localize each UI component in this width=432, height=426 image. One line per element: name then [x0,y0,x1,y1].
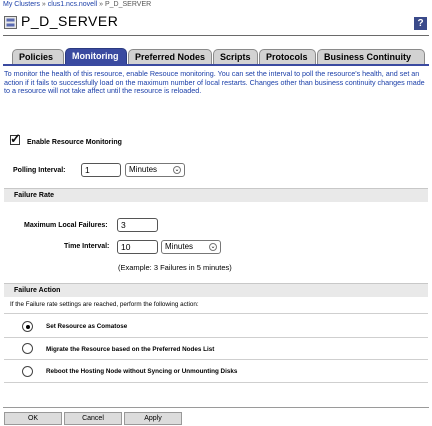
help-icon[interactable]: ? [414,17,427,30]
tab-underline [3,64,429,66]
max-local-failures-input[interactable]: 3 [117,218,158,232]
max-local-failures-label: Maximum Local Failures: [24,222,108,229]
breadcrumb-my-clusters[interactable]: My Clusters [3,1,40,8]
divider [4,313,428,314]
divider [4,337,428,338]
cancel-button[interactable]: Cancel [64,412,122,425]
failure-rate-example: (Example: 3 Failures in 5 minutes) [118,263,232,272]
polling-unit-select[interactable] [125,163,185,177]
time-unit-value: Minutes [165,242,194,251]
breadcrumb-separator: » [99,1,104,8]
enable-monitoring-checkbox[interactable] [10,135,20,145]
chevron-down-icon: ⌄ [210,244,216,250]
ok-button[interactable]: OK [4,412,62,425]
resource-icon [4,16,17,29]
polling-unit-value: Minutes [129,165,158,174]
divider [4,382,428,383]
breadcrumb-current: P_D_SERVER [105,1,152,8]
polling-interval-label: Polling Interval: [13,167,66,174]
divider [3,35,429,36]
radio-set-comatose[interactable] [22,321,33,332]
option-migrate-resource-label: Migrate the Resource based on the Preferred Nodes List [46,346,215,353]
polling-interval-input[interactable]: 1 [81,163,121,177]
breadcrumb-separator: » [41,1,46,8]
radio-migrate-resource[interactable] [22,343,33,354]
divider [3,407,429,408]
chevron-down-icon: ⌄ [174,167,180,173]
option-reboot-node-label: Reboot the Hosting Node without Syncing or Unmounting Disks [46,368,238,375]
monitoring-description: To monitor the health of this resource, enable Resouce monitoring. You can set the interval to poll the resource's health, and set an action if it fails to successfully load on the maximum number of local restarts. Changes other than business continuity changes made to a resource will not take affect until the resource is reloaded. [4,69,425,96]
apply-button[interactable]: Apply [124,412,182,425]
option-set-comatose-label: Set Resource as Comatose [46,323,128,330]
failure-action-header: Failure Action [4,283,428,297]
failure-action-instruction: If the Failure rate settings are reached, perform the following action: [10,301,199,308]
divider [4,359,428,360]
tab-monitoring[interactable]: Monitoring [65,48,127,64]
page-title: P_D_SERVER [21,13,119,29]
failure-rate-header: Failure Rate [4,188,428,202]
time-interval-input[interactable]: 10 [117,240,158,254]
time-interval-label: Time Interval: [64,243,110,250]
tab-policies[interactable]: Policies [12,49,64,64]
button-bar [0,410,432,426]
enable-monitoring-label: Enable Resource Monitoring [27,139,122,146]
time-unit-select[interactable] [161,240,221,254]
radio-reboot-node[interactable] [22,366,33,377]
breadcrumb [3,1,151,8]
breadcrumb-cluster[interactable]: clus1.ncs.novell [47,1,98,8]
tab-preferred-nodes[interactable]: Preferred Nodes [128,49,212,64]
tab-protocols[interactable]: Protocols [259,49,316,64]
tab-business-continuity[interactable]: Business Continuity [317,49,425,64]
tab-scripts[interactable]: Scripts [213,49,258,64]
